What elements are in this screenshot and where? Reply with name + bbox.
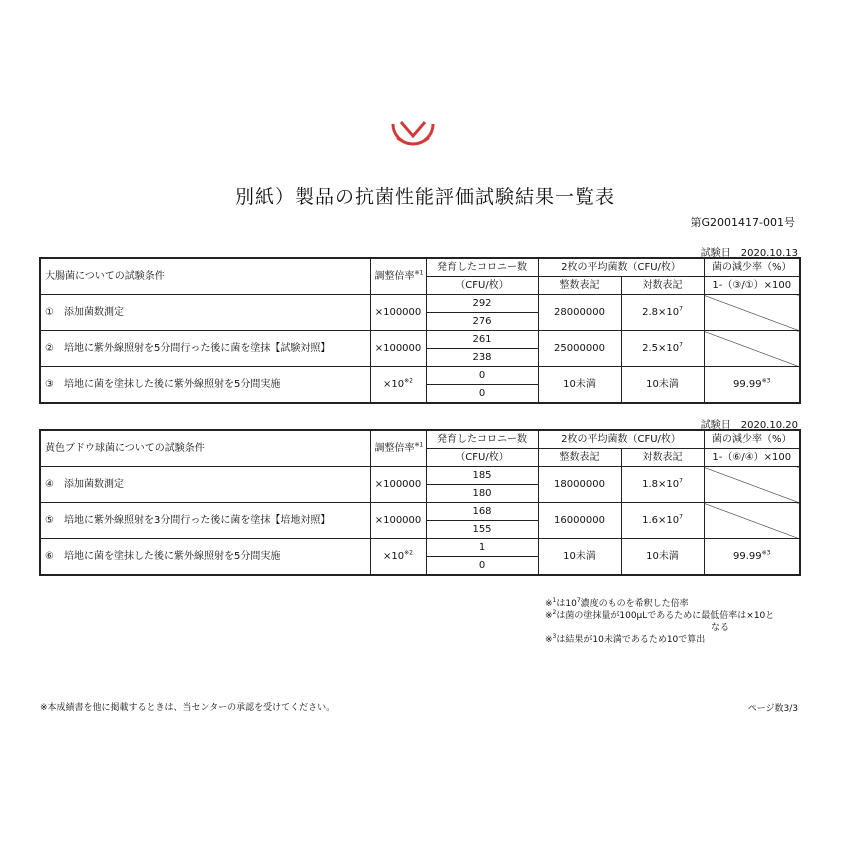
header-conditions: 黄色ブドウ球菌についての試験条件 — [40, 430, 370, 467]
header-dilution: 調整倍率$^{※1}$ — [370, 258, 426, 295]
colony-count-2: 155 — [426, 521, 538, 539]
avg-integer: 10未満 — [538, 539, 621, 576]
page-count: ページ数3/3 — [747, 704, 798, 714]
test-date-1: 試験日 2020.10.13 — [700, 248, 798, 259]
colony-count-1: 1 — [426, 539, 538, 557]
row-dilution: ×100000 — [370, 295, 426, 331]
reduction-empty — [704, 467, 800, 503]
document-title: 別紙）製品の抗菌性能評価試験結果一覧表 — [234, 186, 615, 208]
header-average: 2枚の平均菌数（CFU/枚） — [538, 258, 704, 277]
test-date-2: 試験日 2020.10.20 — [700, 420, 798, 431]
avg-log: $1.6\times 10^7$ — [621, 503, 704, 539]
header-colony-unit: （CFU/枚） — [426, 449, 538, 467]
footer-notice: ※本成績書を他に掲載するときは、当センターの承認を受けてください。 — [40, 703, 336, 713]
row-dilution: $\times 10^{※2}$ — [370, 367, 426, 404]
note-2-continued: なる — [710, 623, 729, 633]
organization-logo — [387, 120, 439, 158]
avg-integer: 16000000 — [538, 503, 621, 539]
row-condition: ⑤ 培地に紫外線照射を3分間行った後に菌を塗抹【培地対照】 — [40, 503, 370, 539]
reduction-empty — [704, 295, 800, 331]
colony-count-1: 168 — [426, 503, 538, 521]
avg-log: 10未満 — [621, 539, 704, 576]
colony-count-1: 292 — [426, 295, 538, 313]
avg-integer: 18000000 — [538, 467, 621, 503]
avg-log: 10未満 — [621, 367, 704, 404]
row-dilution: $\times 10^{※2}$ — [370, 539, 426, 576]
header-colony: 発育したコロニー数 — [426, 430, 538, 449]
document-number: 第G2001417-001号 — [690, 216, 795, 229]
header-reduction: 菌の減少率（%） — [704, 258, 800, 277]
reduction-empty — [704, 503, 800, 539]
reduction-rate: 99.99$^{※3}$ — [704, 539, 800, 576]
avg-integer: 28000000 — [538, 295, 621, 331]
colony-count-1: 261 — [426, 331, 538, 349]
colony-count-1: 0 — [426, 367, 538, 385]
avg-log: $2.8\times 10^7$ — [621, 295, 704, 331]
avg-integer: 25000000 — [538, 331, 621, 367]
colony-count-2: 238 — [426, 349, 538, 367]
note-3: ※$^3$は結果が10未満であるため10で算出 — [545, 633, 706, 645]
header-colony: 発育したコロニー数 — [426, 258, 538, 277]
header-avg-integer: 整数表記 — [538, 449, 621, 467]
row-dilution: ×100000 — [370, 331, 426, 367]
row-condition: ① 添加菌数測定 — [40, 295, 370, 331]
header-avg-log: 対数表記 — [621, 277, 704, 295]
colony-count-2: 0 — [426, 557, 538, 576]
row-dilution: ×100000 — [370, 503, 426, 539]
row-condition: ② 培地に紫外線照射を5分間行った後に菌を塗抹【試験対照】 — [40, 331, 370, 367]
header-conditions: 大腸菌についての試験条件 — [40, 258, 370, 295]
results-table-ecoli — [39, 257, 801, 404]
header-reduction-formula: 1-（③/①）×100 — [704, 277, 800, 295]
row-condition: ③ 培地に菌を塗抹した後に紫外線照射を5分間実施 — [40, 367, 370, 404]
header-avg-integer: 整数表記 — [538, 277, 621, 295]
header-reduction-formula: 1-（⑥/④）×100 — [704, 449, 800, 467]
notes — [545, 598, 805, 646]
avg-integer: 10未満 — [538, 367, 621, 404]
header-colony-unit: （CFU/枚） — [426, 277, 538, 295]
colony-count-1: 185 — [426, 467, 538, 485]
results-table-staph — [39, 429, 801, 576]
row-condition: ④ 添加菌数測定 — [40, 467, 370, 503]
row-condition: ⑥ 培地に菌を塗抹した後に紫外線照射を5分間実施 — [40, 539, 370, 576]
colony-count-2: 276 — [426, 313, 538, 331]
note-1: ※$^1$は$10^7$濃度のものを希釈した倍率 — [545, 597, 689, 609]
avg-log: $1.8\times 10^7$ — [621, 467, 704, 503]
header-dilution: 調整倍率$^{※1}$ — [370, 430, 426, 467]
colony-count-2: 0 — [426, 385, 538, 404]
header-reduction: 菌の減少率（%） — [704, 430, 800, 449]
row-dilution: ×100000 — [370, 467, 426, 503]
avg-log: $2.5\times 10^7$ — [621, 331, 704, 367]
colony-count-2: 180 — [426, 485, 538, 503]
reduction-rate: 99.99$^{※3}$ — [704, 367, 800, 404]
header-average: 2枚の平均菌数（CFU/枚） — [538, 430, 704, 449]
note-2: ※$^2$は菌の塗抹量が100μLであるために最低倍率は×10と — [545, 609, 775, 621]
header-avg-log: 対数表記 — [621, 449, 704, 467]
reduction-empty — [704, 331, 800, 367]
